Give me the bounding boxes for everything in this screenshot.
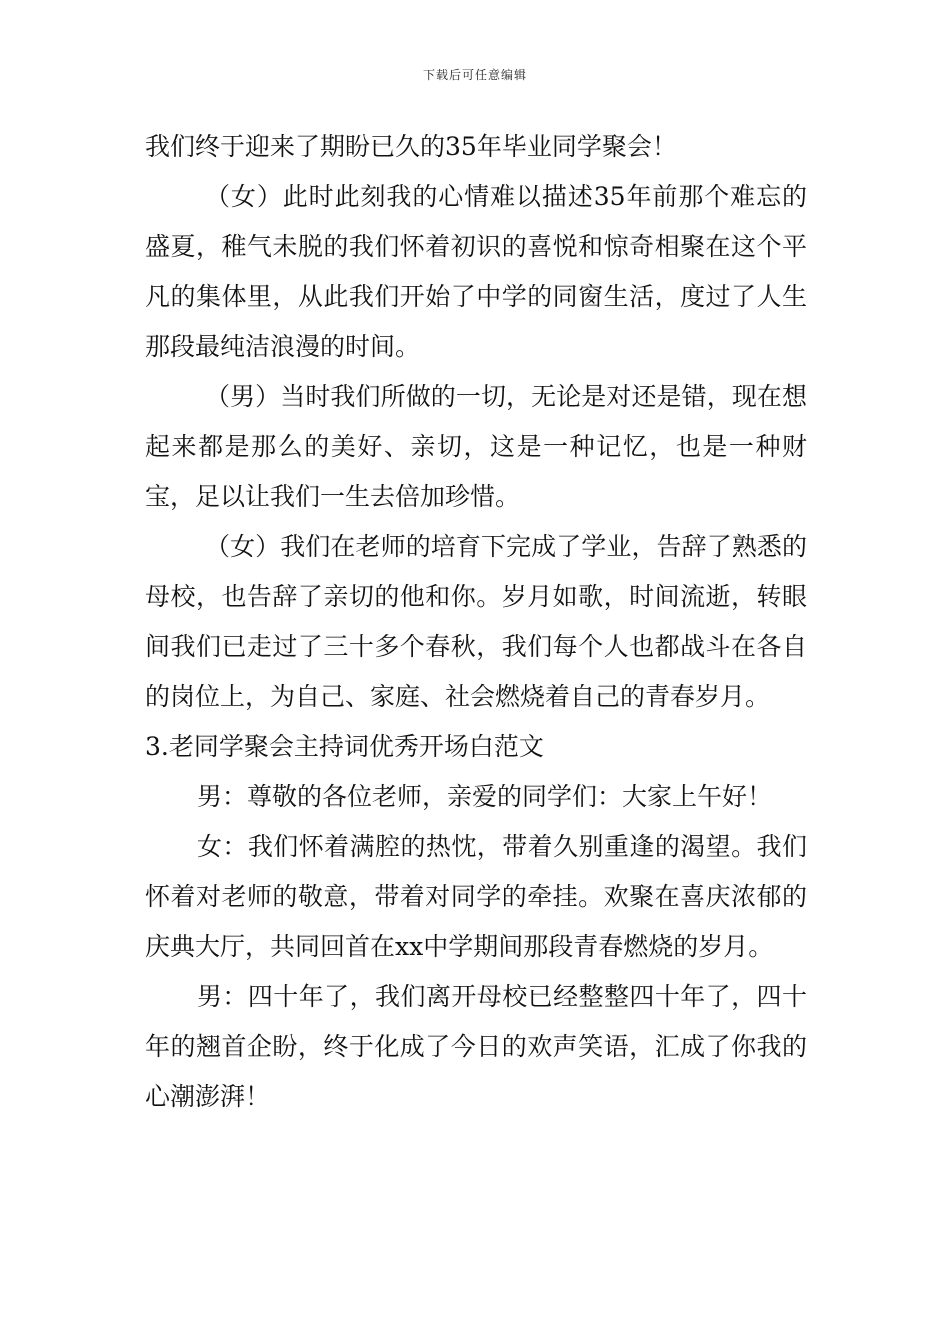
document-body — [145, 122, 807, 1122]
paragraph-male-1: （男）当时我们所做的一切，无论是对还是错，现在想起来都是那么的美好、亲切，这是一种记忆，也是一种财宝，足以让我们一生去倍加珍惜。 — [145, 382, 807, 511]
paragraph-male-greeting: 男：尊敬的各位老师，亲爱的同学们：大家上午好！ — [197, 782, 773, 811]
paragraph-female-greeting: 女：我们怀着满腔的热忱，带着久别重逢的渴望。我们怀着对老师的敬意，带着对同学的牵挂。欢聚在喜庆浓郁的庆典大厅，共同回首在xx中学期间那段青春燃烧的岁月。 — [145, 832, 807, 961]
paragraph-female-2: （女）我们在老师的培育下完成了学业，告辞了熟悉的母校，也告辞了亲切的他和你。岁月如歌，时间流逝，转眼间我们已走过了三十多个春秋，我们每个人也都战斗在各自的岗位上，为自己、家庭、社会燃烧着自己的青春岁月。 — [145, 532, 807, 711]
page-header-note: 下载后可任意编辑 — [422, 68, 527, 82]
paragraph-male-forty-years: 男：四十年了，我们离开母校已经整整四十年了，四十年的翘首企盼，终于化成了今日的欢声笑语，汇成了你我的心潮澎湃！ — [145, 982, 807, 1111]
paragraph-female-1: （女）此时此刻我的心情难以描述35年前那个难忘的盛夏，稚气未脱的我们怀着初识的喜悦和惊奇相聚在这个平凡的集体里，从此我们开始了中学的同窗生活，度过了人生那段最纯洁浪漫的时间。 — [145, 182, 807, 361]
paragraph-opening-line: 我们终于迎来了期盼已久的35年毕业同学聚会！ — [145, 132, 677, 161]
section-heading: 3.老同学聚会主持词优秀开场白范文 — [145, 732, 544, 761]
